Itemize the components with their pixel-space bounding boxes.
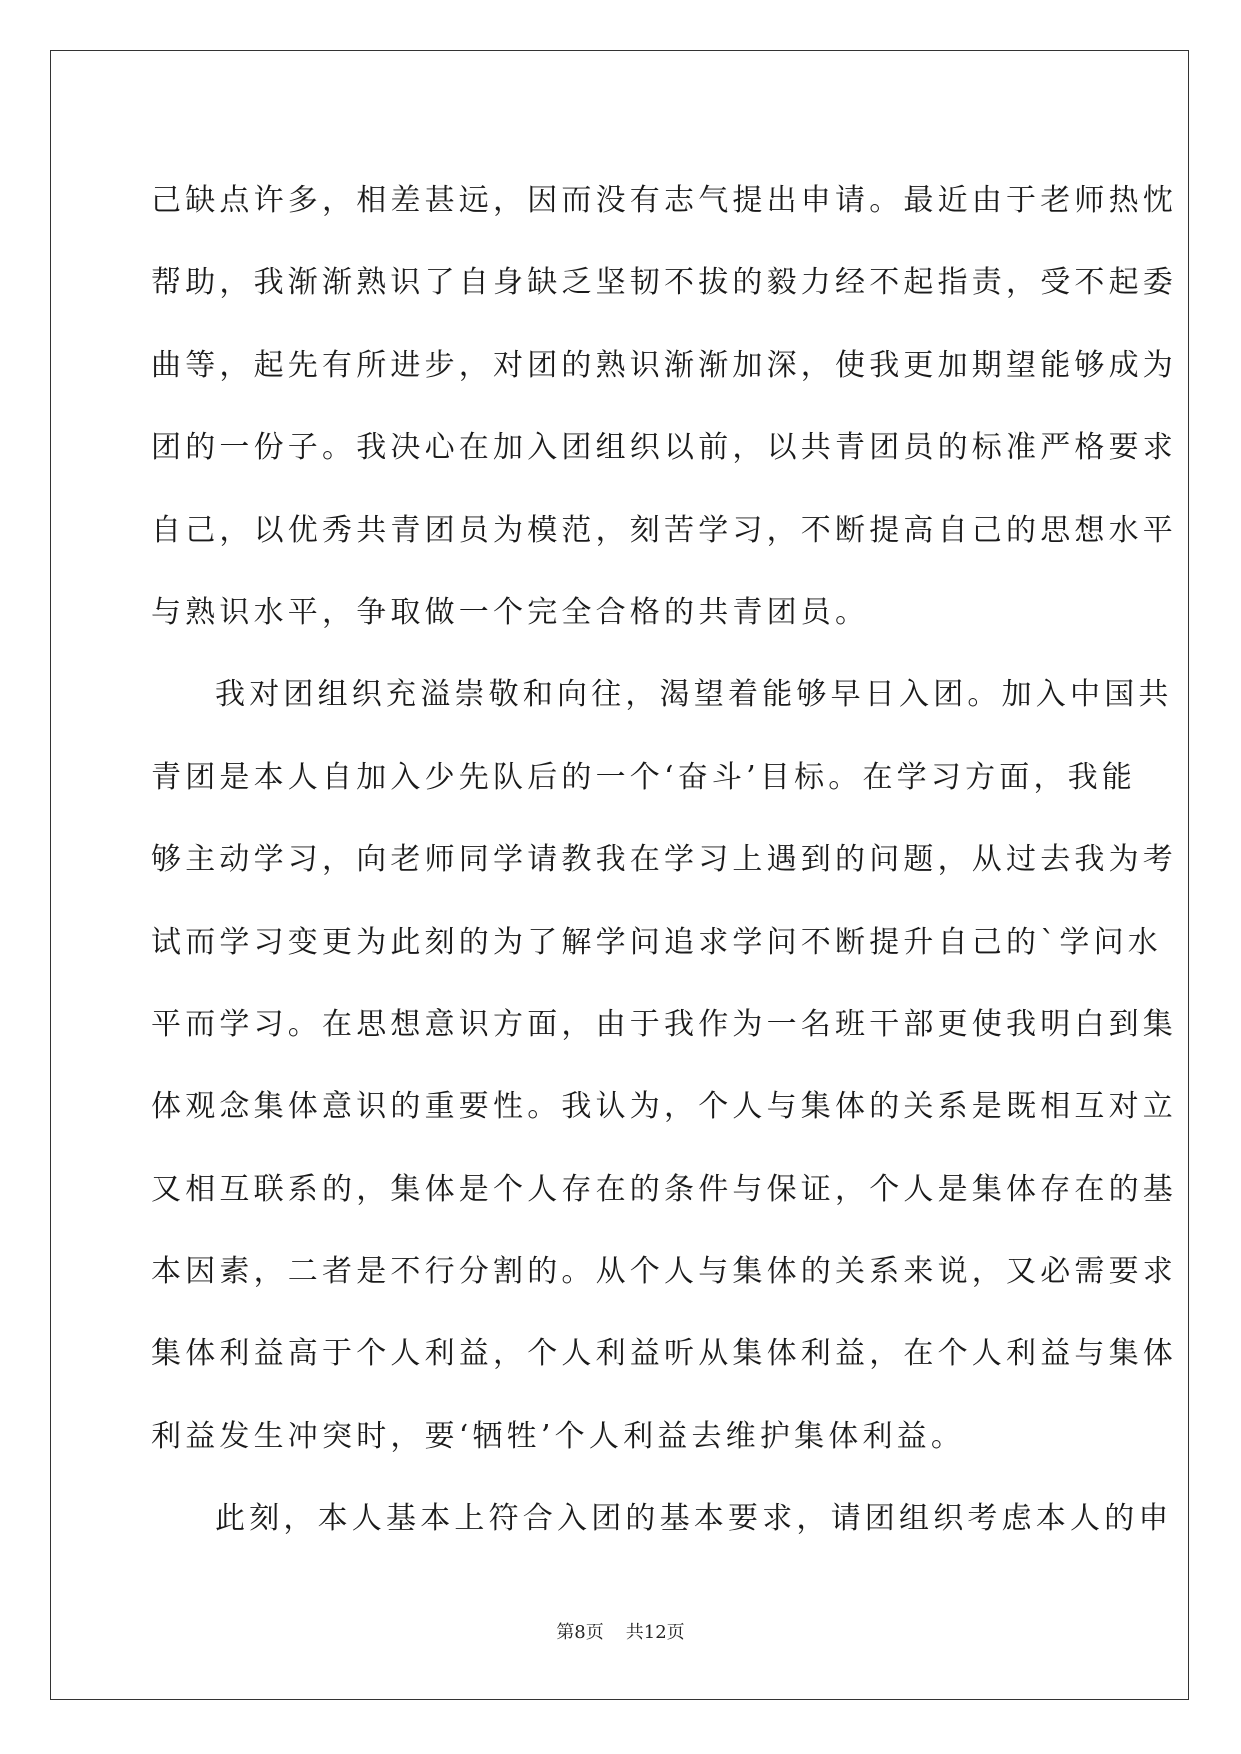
document-body bbox=[151, 160, 1177, 1561]
text-line: 试而学习变更为此刻的为了解学问追求学问不断提升自己的`学问水 bbox=[151, 924, 1162, 960]
text-line: 利益发生冲突时，要‘牺牲’个人利益去维护集体利益。 bbox=[151, 1418, 966, 1454]
text-line: 够主动学习，向老师同学请教我在学习上遇到的问题，从过去我为考 bbox=[151, 842, 1177, 878]
text-line: 帮助，我渐渐熟识了自身缺乏坚韧不拔的毅力经不起指责，受不起委 bbox=[151, 265, 1177, 301]
text-line: 本因素，二者是不行分割的。从个人与集体的关系来说，又必需要求 bbox=[151, 1254, 1177, 1290]
text-line: 平而学习。在思想意识方面，由于我作为一名班干部更使我明白到集 bbox=[151, 1006, 1177, 1042]
text-line: 体观念集体意识的重要性。我认为，个人与集体的关系是既相互对立 bbox=[151, 1089, 1177, 1125]
text-line: 己缺点许多，相差甚远，因而没有志气提出申请。最近由于老师热忱 bbox=[151, 183, 1177, 218]
text-line: 集体利益高于个人利益，个人利益听从集体利益，在个人利益与集体 bbox=[151, 1336, 1177, 1372]
text-line: 团的一份子。我决心在加入团组织以前，以共青团员的标准严格要求 bbox=[151, 430, 1177, 466]
page-number-current: 第8页 bbox=[556, 1622, 604, 1643]
text-line: 曲等，起先有所进步，对团的熟识渐渐加深，使我更加期望能够成为 bbox=[151, 347, 1177, 383]
page-number-total: 共12页 bbox=[625, 1622, 685, 1643]
text-line: 又相互联系的，集体是个人存在的条件与保证，个人是集体存在的基 bbox=[151, 1171, 1177, 1207]
text-line: 青团是本人自加入少先队后的一个‘奋斗’目标。在学习方面，我能 bbox=[151, 759, 1137, 795]
paragraph-start-line: 此刻，本人基本上符合入团的基本要求，请团组织考虑本人的申 bbox=[215, 1501, 1173, 1537]
text-line: 与熟识水平，争取做一个完全合格的共青团员。 bbox=[151, 594, 870, 630]
paragraph-start-line: 我对团组织充溢崇敬和向往，渴望着能够早日入团。加入中国共 bbox=[215, 677, 1173, 713]
page-footer bbox=[0, 1618, 1241, 1644]
text-line: 自己，以优秀共青团员为模范，刻苦学习，不断提高自己的思想水平 bbox=[151, 512, 1177, 548]
